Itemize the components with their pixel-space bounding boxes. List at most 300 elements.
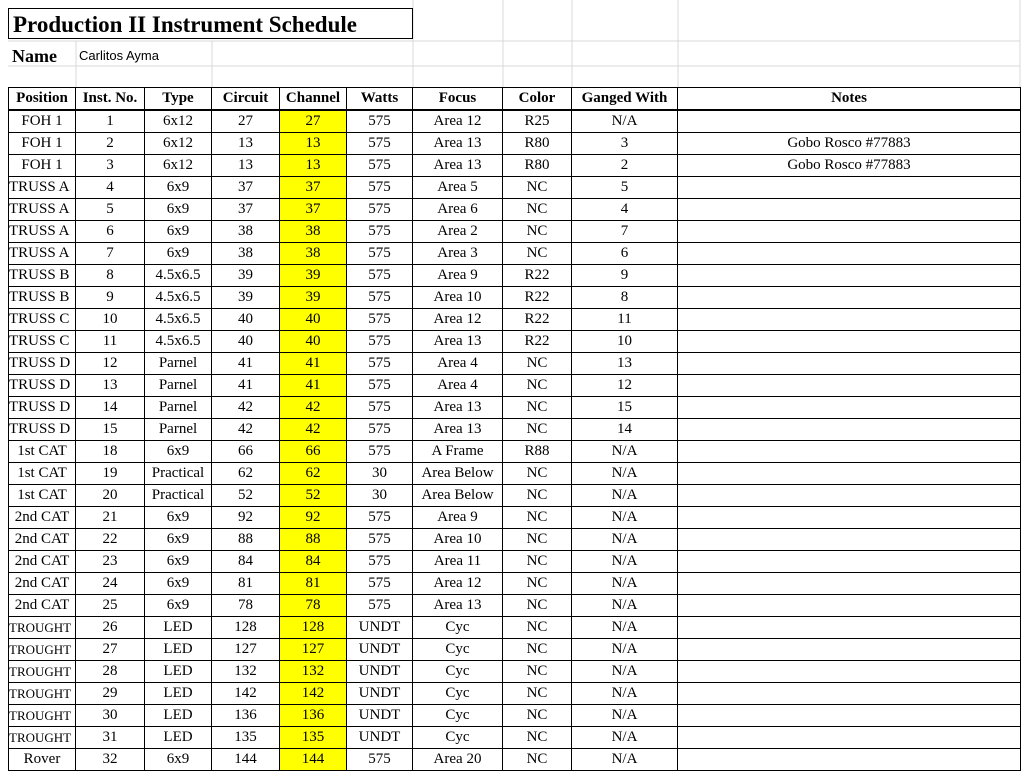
circuit-cell[interactable]: 41: [212, 375, 280, 397]
type-cell[interactable]: Practical: [145, 463, 212, 485]
notes-cell[interactable]: [678, 265, 1021, 287]
ganged-with-cell[interactable]: 7: [572, 221, 678, 243]
inst-no-cell[interactable]: 13: [76, 375, 145, 397]
focus-cell[interactable]: Area 12: [413, 309, 503, 331]
ganged-with-cell[interactable]: N/A: [572, 110, 678, 133]
ganged-with-cell[interactable]: N/A: [572, 551, 678, 573]
focus-cell[interactable]: Area Below: [413, 485, 503, 507]
circuit-cell[interactable]: 38: [212, 221, 280, 243]
type-cell[interactable]: 6x9: [145, 221, 212, 243]
channel-cell[interactable]: 39: [280, 287, 347, 309]
circuit-cell[interactable]: 128: [212, 617, 280, 639]
circuit-cell[interactable]: 78: [212, 595, 280, 617]
notes-cell[interactable]: [678, 749, 1021, 771]
focus-cell[interactable]: Area 6: [413, 199, 503, 221]
focus-cell[interactable]: Cyc: [413, 683, 503, 705]
color-cell[interactable]: R25: [503, 110, 572, 133]
type-cell[interactable]: Practical: [145, 485, 212, 507]
type-cell[interactable]: 6x12: [145, 155, 212, 177]
color-cell[interactable]: NC: [503, 573, 572, 595]
position-cell[interactable]: TRUSS D: [9, 375, 76, 397]
inst-no-cell[interactable]: 22: [76, 529, 145, 551]
circuit-cell[interactable]: 127: [212, 639, 280, 661]
notes-cell[interactable]: [678, 287, 1021, 309]
type-cell[interactable]: Parnel: [145, 375, 212, 397]
focus-cell[interactable]: Area 11: [413, 551, 503, 573]
inst-no-cell[interactable]: 10: [76, 309, 145, 331]
ganged-with-cell[interactable]: N/A: [572, 463, 678, 485]
position-cell[interactable]: TROUGHT: [9, 661, 76, 683]
color-cell[interactable]: NC: [503, 463, 572, 485]
channel-cell[interactable]: 42: [280, 419, 347, 441]
watts-cell[interactable]: 575: [347, 353, 413, 375]
color-cell[interactable]: R80: [503, 155, 572, 177]
watts-cell[interactable]: 575: [347, 375, 413, 397]
type-cell[interactable]: Parnel: [145, 397, 212, 419]
inst-no-cell[interactable]: 7: [76, 243, 145, 265]
focus-cell[interactable]: Area 10: [413, 529, 503, 551]
color-cell[interactable]: NC: [503, 221, 572, 243]
ganged-with-cell[interactable]: N/A: [572, 749, 678, 771]
ganged-with-cell[interactable]: 15: [572, 397, 678, 419]
ganged-with-cell[interactable]: N/A: [572, 441, 678, 463]
channel-cell[interactable]: 13: [280, 133, 347, 155]
type-cell[interactable]: 6x9: [145, 529, 212, 551]
watts-cell[interactable]: 575: [347, 529, 413, 551]
channel-cell[interactable]: 41: [280, 353, 347, 375]
channel-cell[interactable]: 132: [280, 661, 347, 683]
position-cell[interactable]: Rover: [9, 749, 76, 771]
channel-cell[interactable]: 127: [280, 639, 347, 661]
circuit-cell[interactable]: 88: [212, 529, 280, 551]
focus-cell[interactable]: Area 9: [413, 265, 503, 287]
inst-no-cell[interactable]: 29: [76, 683, 145, 705]
position-cell[interactable]: TRUSS D: [9, 397, 76, 419]
circuit-cell[interactable]: 92: [212, 507, 280, 529]
inst-no-cell[interactable]: 23: [76, 551, 145, 573]
ganged-with-cell[interactable]: N/A: [572, 507, 678, 529]
type-cell[interactable]: LED: [145, 705, 212, 727]
watts-cell[interactable]: 575: [347, 397, 413, 419]
inst-no-cell[interactable]: 27: [76, 639, 145, 661]
position-cell[interactable]: TROUGHT: [9, 705, 76, 727]
position-cell[interactable]: FOH 1: [9, 133, 76, 155]
watts-cell[interactable]: UNDT: [347, 727, 413, 749]
circuit-cell[interactable]: 144: [212, 749, 280, 771]
circuit-cell[interactable]: 136: [212, 705, 280, 727]
inst-no-cell[interactable]: 5: [76, 199, 145, 221]
inst-no-cell[interactable]: 32: [76, 749, 145, 771]
focus-cell[interactable]: Area 20: [413, 749, 503, 771]
ganged-with-cell[interactable]: 4: [572, 199, 678, 221]
notes-cell[interactable]: Gobo Rosco #77883: [678, 133, 1021, 155]
focus-cell[interactable]: Area Below: [413, 463, 503, 485]
watts-cell[interactable]: 575: [347, 133, 413, 155]
focus-cell[interactable]: Area 13: [413, 133, 503, 155]
watts-cell[interactable]: UNDT: [347, 617, 413, 639]
watts-cell[interactable]: 575: [347, 441, 413, 463]
type-cell[interactable]: 6x9: [145, 551, 212, 573]
position-cell[interactable]: 1st CAT: [9, 441, 76, 463]
position-cell[interactable]: TRUSS B: [9, 287, 76, 309]
notes-cell[interactable]: [678, 331, 1021, 353]
ganged-with-cell[interactable]: 5: [572, 177, 678, 199]
focus-cell[interactable]: Area 13: [413, 155, 503, 177]
watts-cell[interactable]: 575: [347, 551, 413, 573]
inst-no-cell[interactable]: 19: [76, 463, 145, 485]
focus-cell[interactable]: Cyc: [413, 639, 503, 661]
focus-cell[interactable]: Area 12: [413, 573, 503, 595]
type-cell[interactable]: 6x9: [145, 507, 212, 529]
ganged-with-cell[interactable]: 6: [572, 243, 678, 265]
focus-cell[interactable]: Area 13: [413, 595, 503, 617]
ganged-with-cell[interactable]: N/A: [572, 683, 678, 705]
focus-cell[interactable]: Cyc: [413, 727, 503, 749]
position-cell[interactable]: TRUSS D: [9, 353, 76, 375]
notes-cell[interactable]: [678, 485, 1021, 507]
notes-cell[interactable]: [678, 573, 1021, 595]
color-cell[interactable]: NC: [503, 397, 572, 419]
type-cell[interactable]: LED: [145, 639, 212, 661]
notes-cell[interactable]: [678, 110, 1021, 133]
type-cell[interactable]: 4.5x6.5: [145, 309, 212, 331]
focus-cell[interactable]: Area 9: [413, 507, 503, 529]
focus-cell[interactable]: Cyc: [413, 661, 503, 683]
notes-cell[interactable]: [678, 199, 1021, 221]
watts-cell[interactable]: 575: [347, 221, 413, 243]
name-value[interactable]: Carlitos Ayma: [79, 48, 159, 63]
type-cell[interactable]: 6x9: [145, 441, 212, 463]
inst-no-cell[interactable]: 31: [76, 727, 145, 749]
inst-no-cell[interactable]: 30: [76, 705, 145, 727]
circuit-cell[interactable]: 42: [212, 397, 280, 419]
notes-cell[interactable]: [678, 683, 1021, 705]
ganged-with-cell[interactable]: N/A: [572, 617, 678, 639]
channel-cell[interactable]: 39: [280, 265, 347, 287]
color-cell[interactable]: NC: [503, 353, 572, 375]
position-cell[interactable]: 1st CAT: [9, 463, 76, 485]
circuit-cell[interactable]: 37: [212, 177, 280, 199]
position-cell[interactable]: FOH 1: [9, 110, 76, 133]
channel-cell[interactable]: 84: [280, 551, 347, 573]
circuit-cell[interactable]: 135: [212, 727, 280, 749]
focus-cell[interactable]: Area 13: [413, 419, 503, 441]
channel-cell[interactable]: 38: [280, 221, 347, 243]
watts-cell[interactable]: 575: [347, 309, 413, 331]
color-cell[interactable]: R22: [503, 265, 572, 287]
channel-cell[interactable]: 81: [280, 573, 347, 595]
position-cell[interactable]: TRUSS C: [9, 331, 76, 353]
circuit-cell[interactable]: 38: [212, 243, 280, 265]
watts-cell[interactable]: 575: [347, 595, 413, 617]
inst-no-cell[interactable]: 6: [76, 221, 145, 243]
color-cell[interactable]: NC: [503, 419, 572, 441]
column-header-position[interactable]: Position: [9, 88, 76, 111]
ganged-with-cell[interactable]: 14: [572, 419, 678, 441]
channel-cell[interactable]: 52: [280, 485, 347, 507]
ganged-with-cell[interactable]: 8: [572, 287, 678, 309]
inst-no-cell[interactable]: 2: [76, 133, 145, 155]
ganged-with-cell[interactable]: 10: [572, 331, 678, 353]
color-cell[interactable]: NC: [503, 177, 572, 199]
focus-cell[interactable]: A Frame: [413, 441, 503, 463]
position-cell[interactable]: FOH 1: [9, 155, 76, 177]
circuit-cell[interactable]: 27: [212, 110, 280, 133]
channel-cell[interactable]: 136: [280, 705, 347, 727]
type-cell[interactable]: LED: [145, 617, 212, 639]
channel-cell[interactable]: 40: [280, 309, 347, 331]
inst-no-cell[interactable]: 24: [76, 573, 145, 595]
notes-cell[interactable]: [678, 397, 1021, 419]
notes-cell[interactable]: [678, 375, 1021, 397]
notes-cell[interactable]: [678, 177, 1021, 199]
focus-cell[interactable]: Area 12: [413, 110, 503, 133]
notes-cell[interactable]: [678, 595, 1021, 617]
color-cell[interactable]: NC: [503, 485, 572, 507]
channel-cell[interactable]: 142: [280, 683, 347, 705]
type-cell[interactable]: 4.5x6.5: [145, 287, 212, 309]
position-cell[interactable]: TRUSS A: [9, 243, 76, 265]
inst-no-cell[interactable]: 20: [76, 485, 145, 507]
ganged-with-cell[interactable]: N/A: [572, 595, 678, 617]
inst-no-cell[interactable]: 26: [76, 617, 145, 639]
ganged-with-cell[interactable]: N/A: [572, 529, 678, 551]
circuit-cell[interactable]: 41: [212, 353, 280, 375]
watts-cell[interactable]: 575: [347, 573, 413, 595]
ganged-with-cell[interactable]: 13: [572, 353, 678, 375]
position-cell[interactable]: TROUGHT: [9, 617, 76, 639]
focus-cell[interactable]: Area 13: [413, 331, 503, 353]
ganged-with-cell[interactable]: 12: [572, 375, 678, 397]
notes-cell[interactable]: [678, 309, 1021, 331]
inst-no-cell[interactable]: 14: [76, 397, 145, 419]
channel-cell[interactable]: 128: [280, 617, 347, 639]
position-cell[interactable]: TRUSS A: [9, 199, 76, 221]
watts-cell[interactable]: 575: [347, 155, 413, 177]
inst-no-cell[interactable]: 28: [76, 661, 145, 683]
column-header-inst-no[interactable]: Inst. No.: [76, 88, 145, 111]
focus-cell[interactable]: Area 4: [413, 375, 503, 397]
watts-cell[interactable]: UNDT: [347, 683, 413, 705]
column-header-ganged-with[interactable]: Ganged With: [572, 88, 678, 111]
ganged-with-cell[interactable]: N/A: [572, 727, 678, 749]
column-header-focus[interactable]: Focus: [413, 88, 503, 111]
notes-cell[interactable]: [678, 661, 1021, 683]
column-header-watts[interactable]: Watts: [347, 88, 413, 111]
color-cell[interactable]: R22: [503, 331, 572, 353]
notes-cell[interactable]: [678, 507, 1021, 529]
color-cell[interactable]: NC: [503, 595, 572, 617]
column-header-circuit[interactable]: Circuit: [212, 88, 280, 111]
notes-cell[interactable]: [678, 639, 1021, 661]
inst-no-cell[interactable]: 8: [76, 265, 145, 287]
circuit-cell[interactable]: 132: [212, 661, 280, 683]
color-cell[interactable]: NC: [503, 243, 572, 265]
notes-cell[interactable]: [678, 419, 1021, 441]
color-cell[interactable]: NC: [503, 639, 572, 661]
focus-cell[interactable]: Cyc: [413, 705, 503, 727]
type-cell[interactable]: 4.5x6.5: [145, 331, 212, 353]
type-cell[interactable]: LED: [145, 683, 212, 705]
watts-cell[interactable]: UNDT: [347, 661, 413, 683]
watts-cell[interactable]: 575: [347, 287, 413, 309]
column-header-color[interactable]: Color: [503, 88, 572, 111]
inst-no-cell[interactable]: 3: [76, 155, 145, 177]
inst-no-cell[interactable]: 18: [76, 441, 145, 463]
notes-cell[interactable]: [678, 441, 1021, 463]
focus-cell[interactable]: Area 4: [413, 353, 503, 375]
notes-cell[interactable]: [678, 551, 1021, 573]
position-cell[interactable]: 2nd CAT: [9, 595, 76, 617]
circuit-cell[interactable]: 42: [212, 419, 280, 441]
circuit-cell[interactable]: 62: [212, 463, 280, 485]
watts-cell[interactable]: 575: [347, 331, 413, 353]
color-cell[interactable]: NC: [503, 749, 572, 771]
watts-cell[interactable]: 30: [347, 485, 413, 507]
channel-cell[interactable]: 37: [280, 199, 347, 221]
color-cell[interactable]: NC: [503, 683, 572, 705]
ganged-with-cell[interactable]: N/A: [572, 639, 678, 661]
channel-cell[interactable]: 78: [280, 595, 347, 617]
focus-cell[interactable]: Area 5: [413, 177, 503, 199]
position-cell[interactable]: 2nd CAT: [9, 529, 76, 551]
position-cell[interactable]: 2nd CAT: [9, 573, 76, 595]
position-cell[interactable]: TROUGHT: [9, 639, 76, 661]
focus-cell[interactable]: Area 3: [413, 243, 503, 265]
channel-cell[interactable]: 42: [280, 397, 347, 419]
color-cell[interactable]: NC: [503, 551, 572, 573]
color-cell[interactable]: NC: [503, 617, 572, 639]
inst-no-cell[interactable]: 25: [76, 595, 145, 617]
color-cell[interactable]: NC: [503, 507, 572, 529]
type-cell[interactable]: 6x9: [145, 243, 212, 265]
channel-cell[interactable]: 88: [280, 529, 347, 551]
type-cell[interactable]: 6x9: [145, 177, 212, 199]
ganged-with-cell[interactable]: N/A: [572, 485, 678, 507]
notes-cell[interactable]: [678, 617, 1021, 639]
position-cell[interactable]: TROUGHT: [9, 727, 76, 749]
inst-no-cell[interactable]: 12: [76, 353, 145, 375]
type-cell[interactable]: Parnel: [145, 353, 212, 375]
focus-cell[interactable]: Area 13: [413, 397, 503, 419]
type-cell[interactable]: 6x9: [145, 199, 212, 221]
type-cell[interactable]: 6x9: [145, 595, 212, 617]
circuit-cell[interactable]: 52: [212, 485, 280, 507]
ganged-with-cell[interactable]: 11: [572, 309, 678, 331]
watts-cell[interactable]: UNDT: [347, 639, 413, 661]
color-cell[interactable]: NC: [503, 529, 572, 551]
column-header-channel[interactable]: Channel: [280, 88, 347, 111]
type-cell[interactable]: 4.5x6.5: [145, 265, 212, 287]
channel-cell[interactable]: 40: [280, 331, 347, 353]
notes-cell[interactable]: [678, 727, 1021, 749]
color-cell[interactable]: R22: [503, 287, 572, 309]
watts-cell[interactable]: 575: [347, 243, 413, 265]
circuit-cell[interactable]: 13: [212, 133, 280, 155]
ganged-with-cell[interactable]: N/A: [572, 573, 678, 595]
ganged-with-cell[interactable]: N/A: [572, 661, 678, 683]
channel-cell[interactable]: 38: [280, 243, 347, 265]
color-cell[interactable]: NC: [503, 661, 572, 683]
color-cell[interactable]: R22: [503, 309, 572, 331]
color-cell[interactable]: NC: [503, 705, 572, 727]
notes-cell[interactable]: [678, 243, 1021, 265]
focus-cell[interactable]: Cyc: [413, 617, 503, 639]
channel-cell[interactable]: 92: [280, 507, 347, 529]
color-cell[interactable]: R88: [503, 441, 572, 463]
channel-cell[interactable]: 13: [280, 155, 347, 177]
color-cell[interactable]: NC: [503, 375, 572, 397]
circuit-cell[interactable]: 40: [212, 331, 280, 353]
channel-cell[interactable]: 27: [280, 110, 347, 133]
watts-cell[interactable]: UNDT: [347, 705, 413, 727]
watts-cell[interactable]: 575: [347, 419, 413, 441]
column-header-notes[interactable]: Notes: [678, 88, 1021, 111]
inst-no-cell[interactable]: 11: [76, 331, 145, 353]
channel-cell[interactable]: 135: [280, 727, 347, 749]
watts-cell[interactable]: 575: [347, 265, 413, 287]
position-cell[interactable]: TRUSS A: [9, 177, 76, 199]
watts-cell[interactable]: 575: [347, 199, 413, 221]
notes-cell[interactable]: [678, 353, 1021, 375]
focus-cell[interactable]: Area 2: [413, 221, 503, 243]
type-cell[interactable]: 6x12: [145, 110, 212, 133]
circuit-cell[interactable]: 13: [212, 155, 280, 177]
position-cell[interactable]: TRUSS C: [9, 309, 76, 331]
position-cell[interactable]: 1st CAT: [9, 485, 76, 507]
type-cell[interactable]: LED: [145, 661, 212, 683]
position-cell[interactable]: TRUSS B: [9, 265, 76, 287]
inst-no-cell[interactable]: 21: [76, 507, 145, 529]
color-cell[interactable]: NC: [503, 727, 572, 749]
channel-cell[interactable]: 62: [280, 463, 347, 485]
type-cell[interactable]: 6x9: [145, 573, 212, 595]
focus-cell[interactable]: Area 10: [413, 287, 503, 309]
ganged-with-cell[interactable]: N/A: [572, 705, 678, 727]
ganged-with-cell[interactable]: 3: [572, 133, 678, 155]
watts-cell[interactable]: 575: [347, 110, 413, 133]
inst-no-cell[interactable]: 9: [76, 287, 145, 309]
watts-cell[interactable]: 575: [347, 749, 413, 771]
channel-cell[interactable]: 37: [280, 177, 347, 199]
channel-cell[interactable]: 41: [280, 375, 347, 397]
position-cell[interactable]: TROUGHT: [9, 683, 76, 705]
channel-cell[interactable]: 144: [280, 749, 347, 771]
ganged-with-cell[interactable]: 9: [572, 265, 678, 287]
circuit-cell[interactable]: 81: [212, 573, 280, 595]
watts-cell[interactable]: 575: [347, 507, 413, 529]
circuit-cell[interactable]: 142: [212, 683, 280, 705]
inst-no-cell[interactable]: 4: [76, 177, 145, 199]
type-cell[interactable]: 6x9: [145, 749, 212, 771]
circuit-cell[interactable]: 39: [212, 265, 280, 287]
circuit-cell[interactable]: 66: [212, 441, 280, 463]
inst-no-cell[interactable]: 1: [76, 110, 145, 133]
position-cell[interactable]: 2nd CAT: [9, 551, 76, 573]
notes-cell[interactable]: [678, 221, 1021, 243]
circuit-cell[interactable]: 39: [212, 287, 280, 309]
ganged-with-cell[interactable]: 2: [572, 155, 678, 177]
watts-cell[interactable]: 30: [347, 463, 413, 485]
inst-no-cell[interactable]: 15: [76, 419, 145, 441]
column-header-type[interactable]: Type: [145, 88, 212, 111]
notes-cell[interactable]: Gobo Rosco #77883: [678, 155, 1021, 177]
position-cell[interactable]: 2nd CAT: [9, 507, 76, 529]
circuit-cell[interactable]: 84: [212, 551, 280, 573]
circuit-cell[interactable]: 37: [212, 199, 280, 221]
color-cell[interactable]: R80: [503, 133, 572, 155]
type-cell[interactable]: 6x12: [145, 133, 212, 155]
